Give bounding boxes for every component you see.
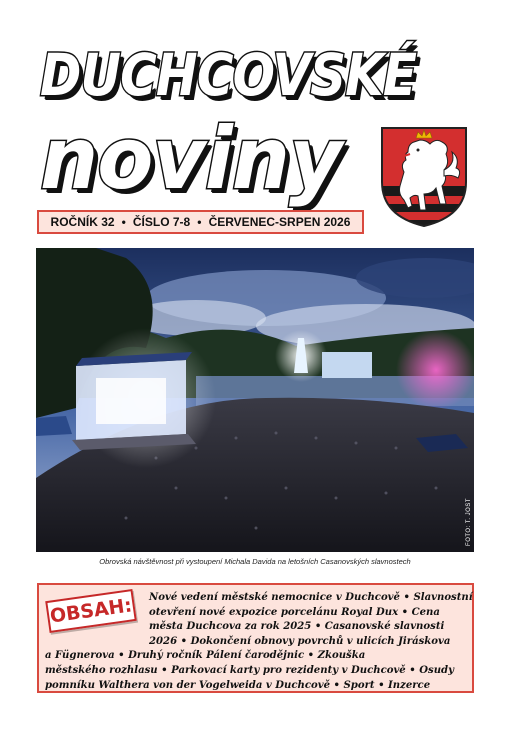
issue-info-bar: [37, 210, 364, 234]
contents-line: pomníku Walthera von der Vogelweida v Duchcově • Sport • Inzerce: [45, 679, 431, 691]
issue-volume: ROČNÍK 32: [50, 215, 115, 229]
contents-line: městského rozhlasu • Parkovací karty pro rezidenty v Duchcově • Osudy: [45, 664, 454, 676]
contents-line: a Fügnerova • Druhý ročník Pálení čarodějnic • Zkouška: [45, 650, 366, 662]
issue-separator: •: [121, 215, 126, 229]
contents-line: 2026 • Dokončení obnovy povrchů v ulicích Jiráskova: [149, 635, 451, 647]
issue-date: ČERVENEC-SRPEN 2026: [208, 215, 351, 229]
issue-number: ČÍSLO 7-8: [132, 215, 191, 229]
masthead-title-line1: DUCHCOVSKÉ: [40, 41, 417, 109]
issue-separator: •: [197, 215, 202, 229]
contents-line: města Duchcova za rok 2025 • Casanovské slavnosti: [149, 621, 445, 633]
contents-box: [37, 583, 474, 693]
contents-label-badge: OBSAH:: [45, 589, 137, 633]
cover-photo: [36, 248, 474, 552]
coat-of-arms-icon: [378, 124, 470, 228]
photo-credit: FOTO: T. JOŠT: [466, 498, 472, 546]
contents-line: otevření nové expozice porcelánu Royal Dux • Cena: [149, 606, 440, 618]
masthead-title-line2: noviny: [40, 109, 342, 209]
photo-caption: Obrovská návštěvnost při vystoupení Michala Davida na letošních Casanovských slavnostech: [99, 557, 411, 566]
contents-line: Nové vedení městské nemocnice v Duchcově • Slavnostní: [149, 592, 473, 603]
